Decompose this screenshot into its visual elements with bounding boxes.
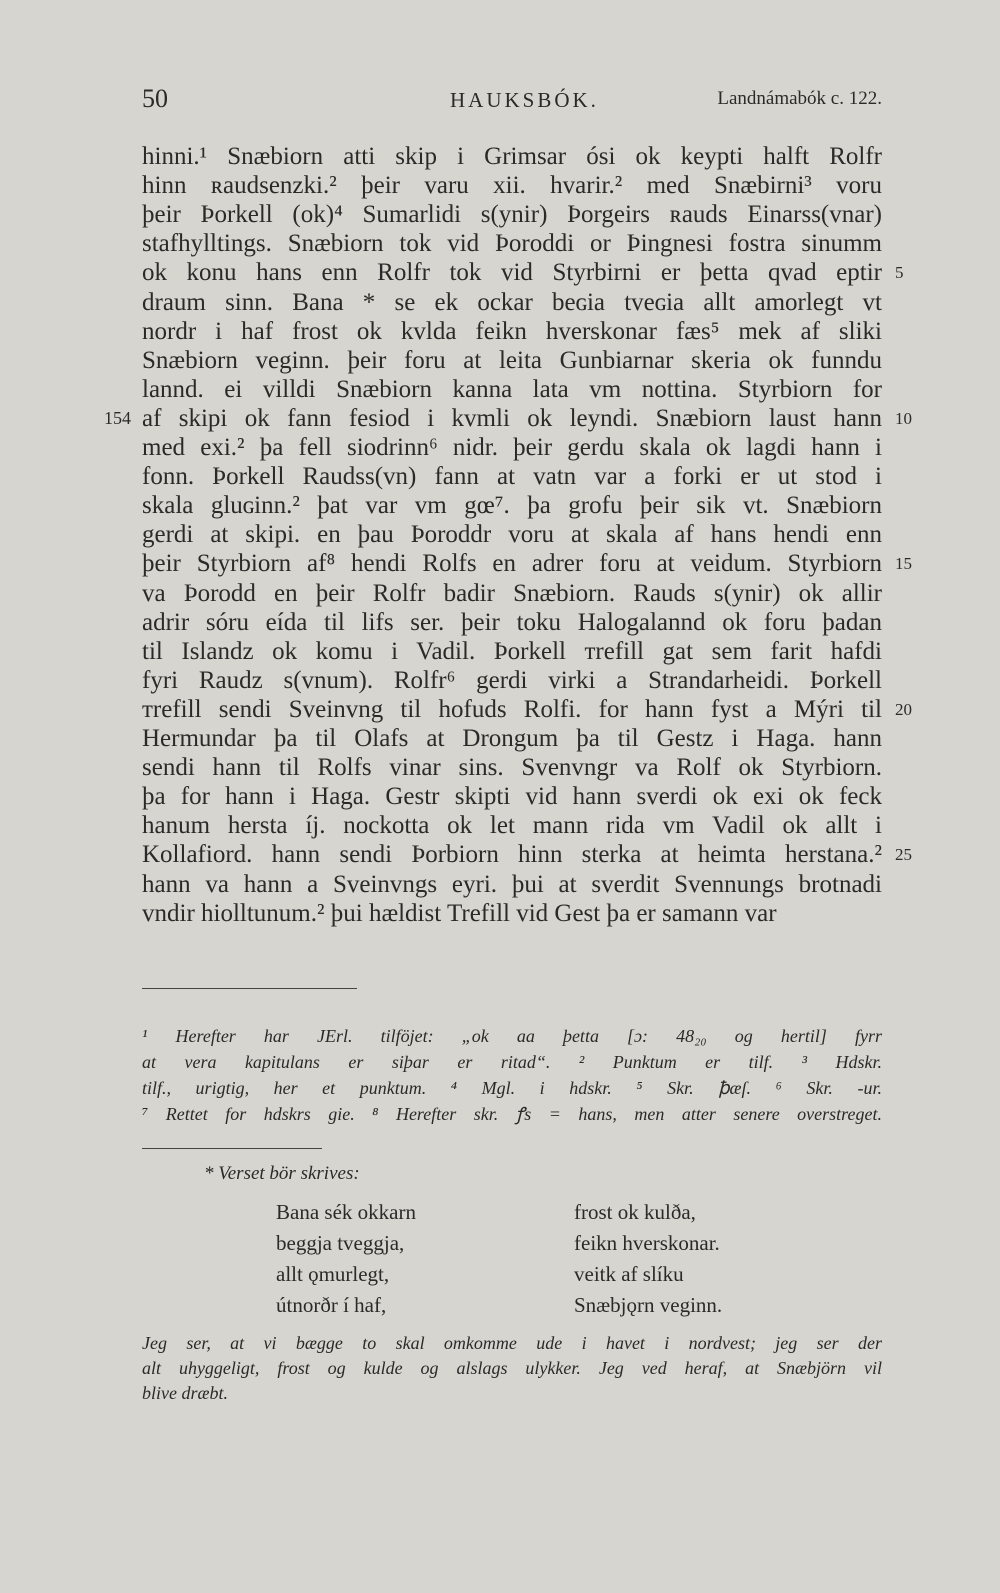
running-header — [142, 84, 882, 118]
verse-line-right: frost ok kulða, — [574, 1200, 696, 1224]
verse-line-right: Snæbjǫrn veginn. — [574, 1293, 723, 1317]
text-line: af skipi ok fann fesiod i kvmli ok leyndi. Snæbiorn laust hann — [142, 404, 882, 432]
line-number: 20 — [895, 699, 912, 719]
footnote-line: ⁷ Rettet for hdskrs gie. ⁸ Herefter skr. ꝭs = hans, men atter senere overstreget. — [142, 1104, 882, 1124]
verse-line-left: allt ǫmurlegt, — [276, 1262, 390, 1286]
running-title: HAUKSBÓK. — [450, 88, 599, 112]
text-line: skala gluɢinn.² þat var vm gœ⁷. þa grofu þeir sik vt. Snæbiorn — [142, 492, 882, 520]
page-number: 50 — [142, 84, 168, 113]
text-line: hann va hann a Sveinvngs eyri. þui at sverdit Svennungs brotnadi — [142, 870, 882, 898]
translation-line: alt uhyggeligt, frost og kulde og alslags ulykker. Jeg ved heraf, at Snæbjörn vil — [142, 1358, 882, 1378]
verse-line-left: útnorðr í haf, — [276, 1293, 387, 1317]
text-line: nordr i haf frost ok kvlda feikn hverskonar fæs⁵ mek af sliki — [142, 317, 882, 345]
text-line: hanum hersta íj. nockotta ok let mann rida vm Vadil ok allt i — [142, 812, 882, 840]
footnote-line: ¹ Herefter har JErl. tilföjet: „ok aa þetta [ɔ: 48₂₀ og hertil] fyrr — [142, 1026, 882, 1046]
line-number: 10 — [895, 408, 912, 428]
margin-page-number: 154 — [104, 407, 131, 428]
text-line: þeir Styrbiorn af⁸ hendi Rolfs en adrer foru at veidum. Styrbiorn — [142, 550, 882, 578]
verse-divider — [142, 1148, 322, 1149]
verse-heading: * Verset bör skrives: — [204, 1163, 360, 1184]
text-line: til Islandz ok komu i Vadil. Þorkell ᴛrefill gat sem farit hafdi — [142, 637, 882, 665]
verse-line-right: feikn hverskonar. — [574, 1231, 720, 1255]
text-line: va Þorodd en þeir Rolfr badir Snæbiorn. Rauds s(ynir) ok allir — [142, 579, 882, 607]
text-line: fonn. Þorkell Raudss(vn) fann at vatn var a forki er ut stod i — [142, 463, 882, 491]
translation-line: blive dræbt. — [142, 1383, 228, 1403]
text-line: med exi.² þa fell siodrinn⁶ nidr. þeir gerdu skala ok lagdi hann i — [142, 434, 882, 461]
text-line: þa for hann i Haga. Gestr skipti vid hann sverdi ok exi ok feck — [142, 783, 882, 811]
footnote-line: tilf., urigtig, her et punktum. ⁴ Mgl. i hdskr. ⁵ Skr. ꝥæſ. ⁶ Skr. -ur. — [142, 1078, 882, 1098]
text-line: vndir hiolltunum.² þui hældist Trefill vid Gest þa er samann var — [142, 899, 777, 927]
text-line: adrir sóru eída til lifs ser. þeir toku Halogalannd ok foru þadan — [142, 608, 882, 636]
line-number: 5 — [895, 263, 904, 283]
line-number: 15 — [895, 554, 912, 574]
verse-line-left: Bana sék okkarn — [276, 1200, 416, 1224]
footnote-line: at vera kapitulans er siþar er ritad“. ² Punktum er tilf. ³ Hdskr. — [142, 1052, 882, 1072]
text-line: hinni.¹ Snæbiorn atti skip i Grimsar ósi ok keypti halft Rolfr — [142, 143, 882, 170]
text-line: fyri Raudz s(vnum). Rolfr⁶ gerdi virki a Strandarheidi. Þorkell — [142, 666, 882, 694]
text-line: þeir Þorkell (ok)⁴ Sumarlidi s(ynir) Þorgeirs ʀauds Einarss(vnar) — [142, 201, 882, 229]
text-line: hinn ʀaudsenzki.² þeir varu xii. hvarir.² med Snæbirni³ voru — [142, 172, 882, 200]
section-reference: Landnámabók c. 122. — [717, 88, 882, 109]
text-line: draum sinn. Bana * se ek ockar beɢia tveɢia allt amorlegt vt — [142, 288, 882, 316]
footnote-divider — [142, 988, 357, 989]
line-number: 25 — [895, 845, 912, 865]
text-line: ok konu hans enn Rolfr tok vid Styrbirni er þetta qvad eptir — [142, 259, 882, 287]
text-line: Kollafiord. hann sendi Þorbiorn hinn sterka at heimta herstana.² — [142, 841, 882, 869]
verse-line-right: veitk af slíku — [574, 1262, 684, 1286]
text-line: ᴛrefill sendi Sveinvng til hofuds Rolfi. for hann fyst a Mýri til — [142, 695, 882, 723]
text-line: lannd. ei villdi Snæbiorn kanna lata vm nottina. Styrbiorn for — [142, 375, 882, 403]
translation-line: Jeg ser, at vi bægge to skal omkomme ude i havet i nordvest; jeg ser der — [142, 1333, 882, 1353]
text-line: sendi hann til Rolfs vinar sins. Svenvngr va Rolf ok Styrbiorn. — [142, 754, 882, 782]
verse-line-left: beggja tveggja, — [276, 1231, 405, 1255]
text-line: gerdi at skipi. en þau Þoroddr voru at skala af hans hendi enn — [142, 521, 882, 549]
text-line: stafhylltings. Snæbiorn tok vid Þoroddi or Þingnesi fostra sinumm — [142, 230, 882, 258]
text-line: Hermundar þa til Olafs at Drongum þa til Gestz i Haga. hann — [142, 725, 882, 752]
text-line: Snæbiorn veginn. þeir foru at leita Gunbiarnar skeria ok funndu — [142, 346, 882, 374]
